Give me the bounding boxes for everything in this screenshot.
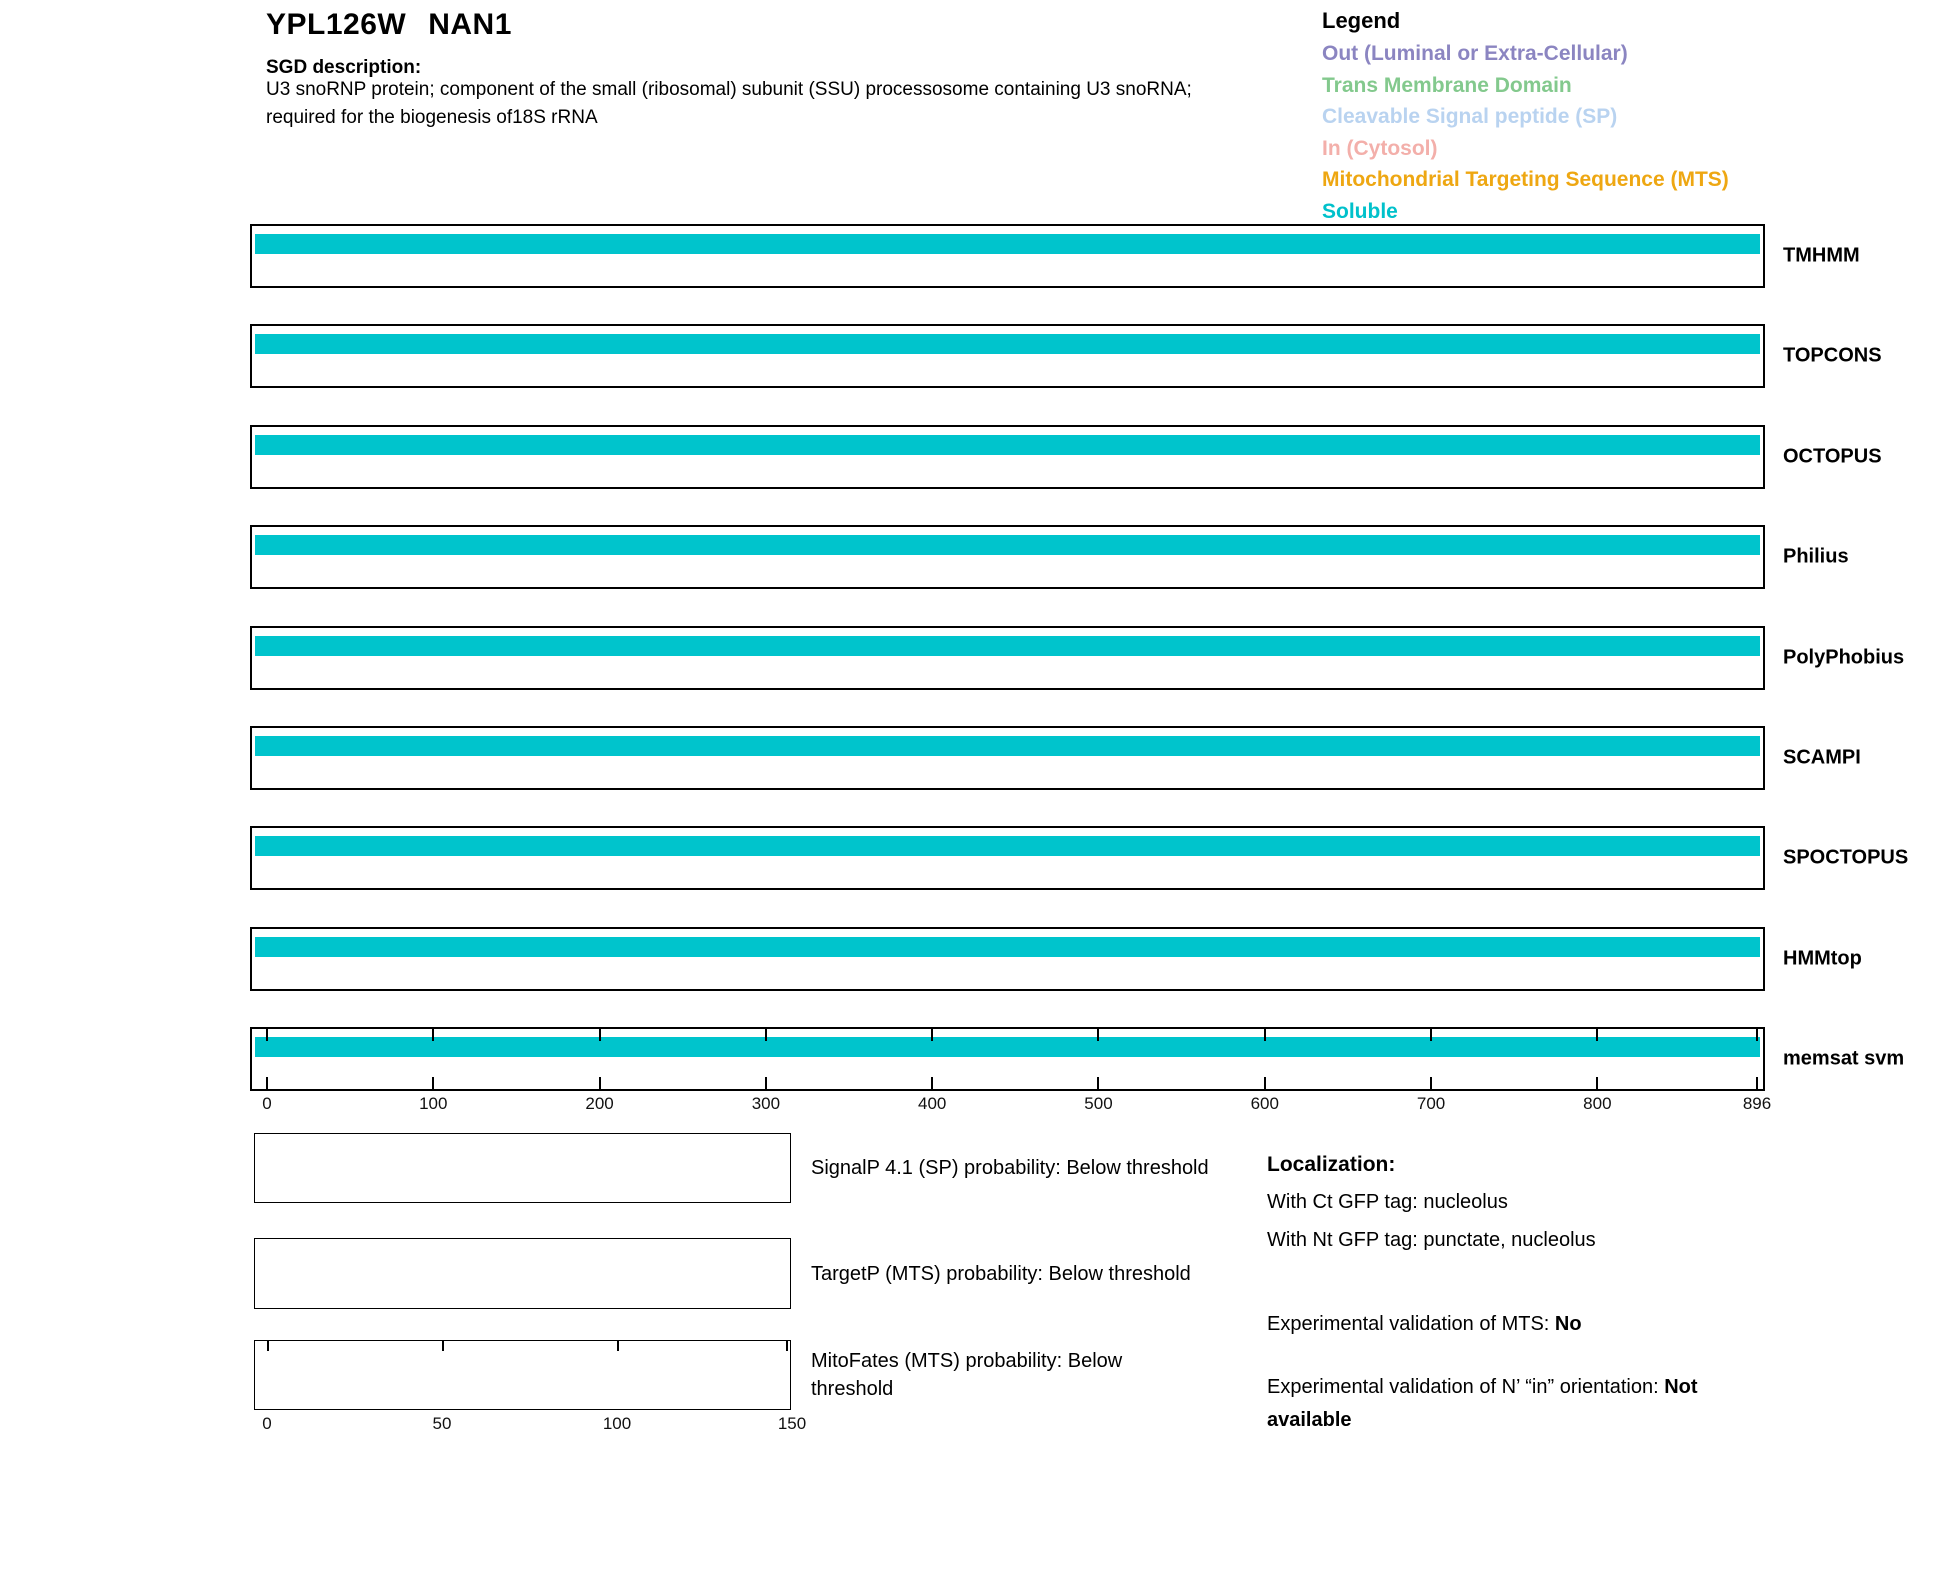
axis-tick-label: 300 xyxy=(751,1094,781,1113)
axis-tick-mark xyxy=(617,1341,619,1351)
axis-tick-mark xyxy=(1430,1077,1432,1089)
mitofates-axis xyxy=(254,1414,814,1436)
orf-name: YPL126W xyxy=(266,8,407,41)
axis-tick-label: 800 xyxy=(1583,1094,1612,1113)
orientation-validation-label: Experimental validation of N’ “in” orientation: xyxy=(1267,1376,1659,1398)
plot-label-targetp xyxy=(811,1260,1191,1288)
plot-label-signalp xyxy=(811,1154,1209,1182)
axis-tick-label: 0 xyxy=(262,1094,272,1113)
axis-tick-label: 150 xyxy=(777,1414,807,1433)
track-plot-hmmtop xyxy=(250,927,1765,991)
legend-item-out-luminal-or-extra-cellular-: Out (Luminal or Extra-Cellular) xyxy=(1322,42,1628,65)
axis-tick-mark xyxy=(1756,1077,1758,1089)
axis-tick-mark xyxy=(931,1029,933,1041)
track-plot-memsat-svm xyxy=(250,1027,1765,1091)
track-plot-philius xyxy=(250,525,1765,589)
orientation-validation xyxy=(1267,1371,1787,1437)
axis-tick-mark xyxy=(1097,1029,1099,1041)
legend-item-in-cytosol-: In (Cytosol) xyxy=(1322,136,1438,160)
plot-box-mitofates xyxy=(254,1340,791,1410)
plot-box-targetp xyxy=(254,1238,791,1309)
axis-tick-label: 400 xyxy=(917,1094,947,1113)
soluble-bar xyxy=(255,535,1760,555)
track-plot-spoctopus xyxy=(250,826,1765,890)
track-label: Philius xyxy=(1783,545,1849,568)
track-label: PolyPhobius xyxy=(1783,646,1905,669)
track-plot-topcons xyxy=(250,324,1765,388)
axis-tick-mark xyxy=(432,1029,434,1041)
axis-tick-mark xyxy=(765,1077,767,1089)
axis-tick-label: 600 xyxy=(1250,1094,1279,1113)
sgd-description-line1: U3 snoRNP protein; component of the small (ribosomal) subunit (SSU) processosome containing U3 snoRNA; xyxy=(266,79,1192,100)
axis-tick-label: 100 xyxy=(419,1094,448,1113)
axis-tick-label: 200 xyxy=(585,1094,614,1113)
soluble-bar xyxy=(255,435,1760,455)
axis-tick-mark xyxy=(1596,1077,1598,1089)
plot-label-line: threshold xyxy=(811,1378,894,1400)
axis-tick-mark xyxy=(432,1077,434,1089)
legend-item-cleavable-signal-peptide-sp-: Cleavable Signal peptide (SP) xyxy=(1322,105,1618,128)
plot-box-signalp xyxy=(254,1133,791,1203)
axis-tick-label: 500 xyxy=(1084,1094,1113,1113)
axis-tick-mark xyxy=(786,1341,788,1351)
track-hmmtop xyxy=(250,927,1862,991)
orientation-validation-value: Not available xyxy=(1267,1376,1698,1431)
track-plot-scampi xyxy=(250,726,1765,790)
page-title xyxy=(266,8,512,42)
track-label: SPOCTOPUS xyxy=(1783,846,1909,869)
track-polyphobius xyxy=(250,626,1905,690)
track-spoctopus xyxy=(250,826,1909,890)
localization-nt-gfp: With Nt GFP tag: punctate, nucleolus xyxy=(1267,1229,1596,1251)
axis-tick-mark xyxy=(599,1077,601,1089)
axis-tick-mark xyxy=(765,1029,767,1041)
track-label: TOPCONS xyxy=(1783,344,1882,367)
track-memsat-svm xyxy=(250,1027,1905,1091)
mts-validation xyxy=(1267,1313,1582,1336)
axis-tick-label: 700 xyxy=(1416,1094,1446,1113)
axis-tick-mark xyxy=(931,1077,933,1089)
track-label: SCAMPI xyxy=(1783,746,1861,769)
track-label: memsat svm xyxy=(1783,1047,1905,1070)
track-label: OCTOPUS xyxy=(1783,445,1882,468)
track-philius xyxy=(250,525,1849,589)
axis-tick-mark xyxy=(1756,1029,1758,1041)
prediction-tracks xyxy=(250,224,1909,1128)
localization-heading: Localization: xyxy=(1267,1153,1396,1176)
legend xyxy=(1322,4,1729,227)
track-plot-polyphobius xyxy=(250,626,1765,690)
track-tmhmm xyxy=(250,224,1860,288)
track-scampi xyxy=(250,726,1861,790)
mts-validation-label: Experimental validation of MTS: xyxy=(1267,1313,1550,1335)
axis-tick-mark xyxy=(1097,1077,1099,1089)
legend-item-mitochondrial-targeting-sequence-mts-: Mitochondrial Targeting Sequence (MTS) xyxy=(1322,168,1729,191)
soluble-bar xyxy=(255,636,1760,656)
localization-ct-gfp: With Ct GFP tag: nucleolus xyxy=(1267,1191,1508,1213)
axis-tick-mark xyxy=(1596,1029,1598,1041)
mts-validation-value: No xyxy=(1554,1313,1582,1335)
axis-tick-label: 50 xyxy=(432,1414,452,1433)
plot-label-mitofates xyxy=(811,1347,1122,1403)
axis-tick-mark xyxy=(1264,1029,1266,1041)
axis-tick-label: 100 xyxy=(602,1414,632,1433)
soluble-bar xyxy=(255,836,1760,856)
plot-label-line: SignalP 4.1 (SP) probability: Below threshold xyxy=(811,1157,1209,1179)
axis-tick-mark xyxy=(1264,1077,1266,1089)
axis-tick-mark xyxy=(442,1341,444,1351)
legend-item-trans-membrane-domain: Trans Membrane Domain xyxy=(1322,73,1572,97)
plot-label-line: TargetP (MTS) probability: Below threshold xyxy=(811,1262,1191,1285)
sgd-description-label: SGD description: xyxy=(266,57,422,78)
axis-tick-mark xyxy=(266,1029,268,1041)
track-label: TMHMM xyxy=(1783,244,1860,267)
gene-name: NAN1 xyxy=(428,8,512,41)
track-octopus xyxy=(250,425,1882,489)
track-plot-tmhmm xyxy=(250,224,1765,288)
axis-tick-mark xyxy=(1430,1029,1432,1041)
track-label: HMMtop xyxy=(1783,947,1862,970)
legend-title: Legend xyxy=(1322,8,1401,33)
soluble-bar xyxy=(255,234,1760,254)
residue-axis xyxy=(250,1094,1770,1118)
sgd-description-line2: required for the biogenesis of18S rRNA xyxy=(266,107,598,128)
legend-item-soluble: Soluble xyxy=(1322,199,1398,223)
soluble-bar xyxy=(255,334,1760,354)
axis-tick-label: 896 xyxy=(1742,1094,1772,1113)
axis-tick-mark xyxy=(267,1341,269,1351)
axis-tick-mark xyxy=(266,1077,268,1089)
track-topcons xyxy=(250,324,1882,388)
axis-tick-mark xyxy=(599,1029,601,1041)
soluble-bar xyxy=(255,1037,1760,1057)
soluble-bar xyxy=(255,937,1760,957)
track-plot-octopus xyxy=(250,425,1765,489)
plot-label-line: MitoFates (MTS) probability: Below xyxy=(811,1350,1123,1372)
axis-tick-label: 0 xyxy=(262,1414,272,1433)
legend-items xyxy=(1322,38,1729,227)
soluble-bar xyxy=(255,736,1760,756)
